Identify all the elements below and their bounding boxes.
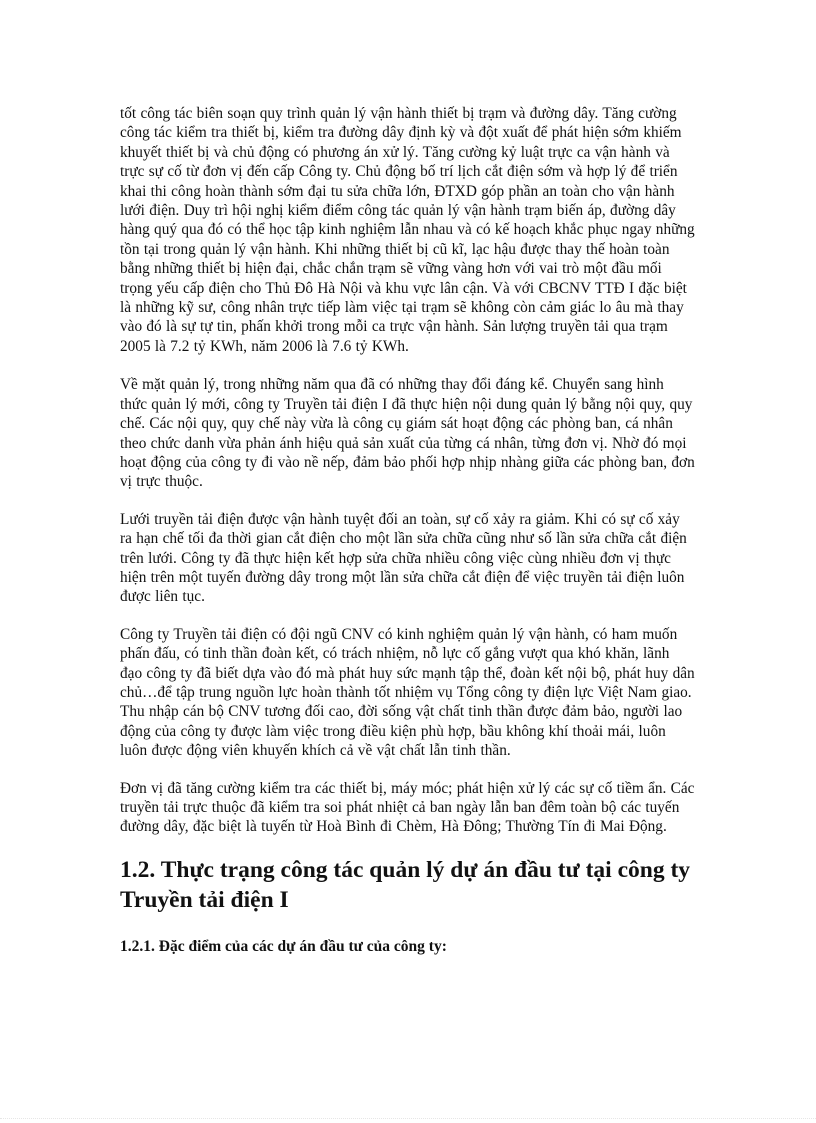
paragraph-operation-management: tốt công tác biên soạn quy trình quản lý vận hành thiết bị trạm và đường dây. Tăng cường công tác kiểm tra thiết bị, kiểm tra đường dây định kỳ và đột xuất để phát hiện sớm khiếm khuyết thiết bị và chủ động có phương án xử lý. Tăng cường kỷ luật trực ca vận hành và trực sự cố từ đơn vị đến cấp Công ty. Chủ động bố trí lịch cắt điện sớm và hợp lý để triển khai thi công hoàn thành sớm đại tu sửa chữa lớn, ĐTXD góp phần an toàn cho vận hành lưới điện. Duy trì hội nghị kiểm điểm công tác quản lý vận hành trạm biến áp, đường dây hàng quý qua đó có thể học tập kinh nghiệm lẫn nhau và có kế hoạch khắc phục ngay những tồn tại trong quản lý vận hành. Khi những thiết bị cũ kĩ, lạc hậu được thay thế hoàn toàn bằng những thiết bị hiện đại, chắc chắn trạm sẽ vững vàng hơn với vai trò một đầu mối trọng yếu cấp điện cho Thủ Đô Hà Nội và khu vực lân cận. Và với CBCNV TTĐ I đặc biệt là những kỹ sư, công nhân trực tiếp làm việc tại trạm sẽ không còn cảm giác lo âu mà thay vào đó là sự tự tin, phấn khởi trong mỗi ca trực vận hành. Sản lượng truyền tải qua trạm 2005 là 7.2 tỷ KWh, năm 2006 là 7.6 tỷ KWh. [120,105,695,355]
paragraph-grid-safety: Lưới truyền tải điện được vận hành tuyệt đối an toàn, sự cố xảy ra giảm. Khi có sự cố xảy ra hạn chế tối đa thời gian cắt điện cho một lần sửa chữa cũng như số lần sửa chữa cắt điện trên lưới. Công ty đã thực hiện kết hợp sửa chữa nhiều công việc cùng nhiều đơn vị thực hiện trên một tuyến đường dây trong một lần sửa chữa cắt điện để việc truyền tải điện luôn được liên tục. [120,510,687,606]
document-body [120,104,695,957]
subsection-heading: 1.2.1. Đặc điểm của các dự án đầu tư của công ty: [120,937,447,955]
section-heading: 1.2. Thực trạng công tác quản lý dự án đầu tư tại công ty Truyền tải điện I [120,856,691,913]
paragraph-inspection: Đơn vị đã tăng cường kiểm tra các thiết bị, máy móc; phát hiện xử lý các sự cố tiềm ẩn. Các truyền tải trực thuộc đã kiểm tra soi phát nhiệt cả ban ngày lẫn ban đêm toàn bộ các tuyến đường dây, đặc biệt là tuyến từ Hoà Bình đi Chèm, Hà Đông; Thường Tín đi Mai Động. [120,779,695,836]
page-bottom-divider [0,1118,816,1119]
paragraph-staff: Công ty Truyền tải điện có đội ngũ CNV có kinh nghiệm quản lý vận hành, có ham muốn phấn đấu, có tinh thần đoàn kết, có trách nhiệm, nỗ lực cố gắng vượt qua khó khăn, lãnh đạo công ty đã biết dựa vào đó mà phát huy sức mạnh tập thể, đoàn kết nội bộ, phát huy dân chủ…để tập trung nguồn lực hoàn thành tốt nhiệm vụ Tổng công ty điện lực Việt Nam giao. Thu nhập cán bộ CNV tương đối cao, đời sống vật chất tinh thần được đảm bảo, người lao động của công ty được làm việc trong điều kiện phù hợp, bầu không khí thoải mái, luôn luôn được động viên khuyến khích cả về vật chất lẫn tinh thần. [120,625,695,760]
paragraph-management-changes: Về mặt quản lý, trong những năm qua đã có những thay đổi đáng kể. Chuyển sang hình thức quản lý mới, công ty Truyền tải điện I đã thực hiện nội dung quản lý bằng nội quy, quy chế. Các nội quy, quy chế này vừa là công cụ giám sát hoạt động các phòng ban, cá nhân theo chức danh vừa phản ánh hiệu quả sản xuất của từng cá nhân, từng đơn vị. Nhờ đó mọi hoạt động của công ty đi vào nề nếp, đảm bảo phối hợp nhịp nhàng giữa các phòng ban, đơn vị trực thuộc. [120,376,695,491]
